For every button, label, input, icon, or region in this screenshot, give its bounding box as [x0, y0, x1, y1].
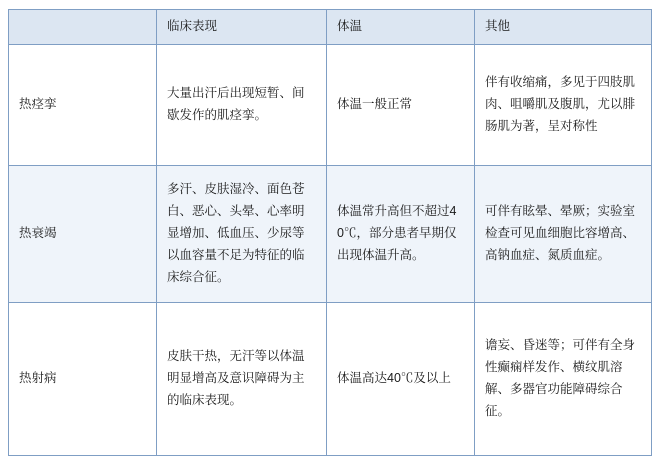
row-label-heat-cramps: 热痉挛 [9, 45, 157, 166]
table-row [9, 45, 652, 166]
column-header-temperature: 体温 [327, 10, 475, 45]
cell-other-heat-stroke: 谵妄、昏迷等；可伴有全身性癫痫样发作、横纹肌溶解、多器官功能障碍综合征。 [475, 303, 652, 456]
table-body [9, 45, 652, 456]
cell-clinical-heat-cramps: 大量出汗后出现短暂、间歇发作的肌痉挛。 [157, 45, 327, 166]
column-header-category [9, 10, 157, 45]
cell-clinical-heat-exhaustion: 多汗、皮肤湿冷、面色苍白、恶心、头晕、心率明显增加、低血压、少尿等以血容量不足为特征的临床综合征。 [157, 166, 327, 303]
table-header [9, 10, 652, 45]
row-label-heat-exhaustion: 热衰竭 [9, 166, 157, 303]
cell-temperature-heat-exhaustion: 体温常升高但不超过40℃，部分患者早期仅出现体温升高。 [327, 166, 475, 303]
cell-other-heat-cramps: 伴有收缩痛，多见于四肢肌肉、咀嚼肌及腹肌，尤以腓肠肌为著，呈对称性 [475, 45, 652, 166]
row-label-heat-stroke: 热射病 [9, 303, 157, 456]
cell-clinical-heat-stroke: 皮肤干热，无汗等以体温明显增高及意识障碍为主的临床表现。 [157, 303, 327, 456]
cell-temperature-heat-stroke: 体温高达40℃及以上 [327, 303, 475, 456]
cell-other-heat-exhaustion: 可伴有眩晕、晕厥；实验室检查可见血细胞比容增高、高钠血症、氮质血症。 [475, 166, 652, 303]
table-row [9, 166, 652, 303]
heat-illness-table [8, 9, 652, 456]
column-header-clinical: 临床表现 [157, 10, 327, 45]
table-header-row [9, 10, 652, 45]
table-row [9, 303, 652, 456]
column-header-other: 其他 [475, 10, 652, 45]
cell-temperature-heat-cramps: 体温一般正常 [327, 45, 475, 166]
